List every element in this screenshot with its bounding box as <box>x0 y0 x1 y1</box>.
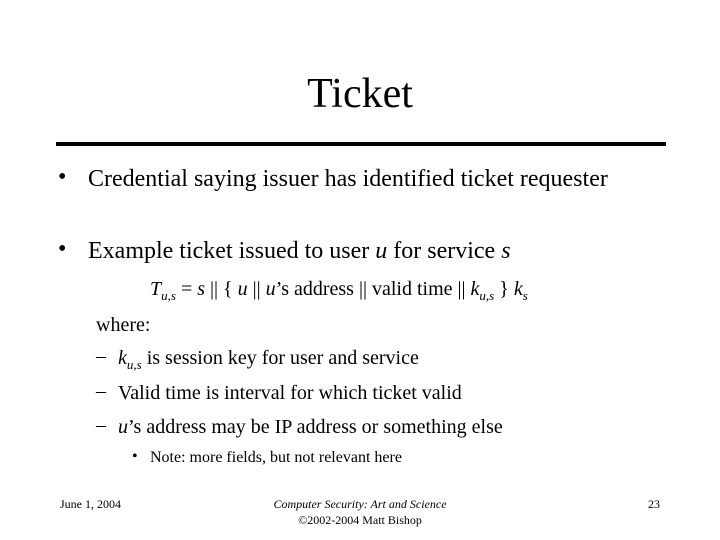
formula-s: s <box>197 278 206 300</box>
footer-date: June 1, 2004 <box>60 497 121 511</box>
dash-marker: – <box>96 414 106 436</box>
sub-item-k: k <box>118 347 127 369</box>
note-bullet-marker: • <box>132 448 138 465</box>
sub-item-u: u <box>118 416 128 438</box>
dash-marker: – <box>96 345 106 367</box>
formula-u: u <box>237 278 248 300</box>
sub-item-address <box>118 414 503 440</box>
sub-item-session-key <box>118 345 419 373</box>
bullet-marker: • <box>58 164 67 190</box>
sub-item-address-text: ’s address may be IP address or something else <box>128 416 503 438</box>
bullet-example-service: s <box>501 238 511 264</box>
formula-u2: u <box>265 278 276 300</box>
formula-addr: ’s address || valid time || <box>275 278 471 300</box>
bullet-example-text: Example ticket issued to user <box>88 238 370 264</box>
formula-T: T <box>150 278 162 300</box>
where-label: where: <box>96 314 151 336</box>
bullet-marker: • <box>58 236 67 262</box>
formula-eq: = <box>175 278 198 300</box>
footer-page-number: 23 <box>648 497 660 511</box>
formula-bars1: || { <box>205 278 238 300</box>
formula-k2: k <box>513 278 523 300</box>
formula-bars2: || <box>247 278 266 300</box>
bullet-example <box>88 236 511 266</box>
formula-sub-us: u,s <box>161 288 176 303</box>
formula-sub-us2: u,s <box>479 288 495 303</box>
footer-center <box>210 496 510 528</box>
formula-close: } <box>494 278 514 300</box>
sub-item-valid-time: Valid time is interval for which ticket valid <box>118 382 462 404</box>
bullet-example-text2: for service <box>393 238 496 264</box>
sub-item-k-sub: u,s <box>126 357 142 372</box>
bullet-example-user: u <box>375 238 388 264</box>
footer-copyright: ©2002-2004 Matt Bishop <box>298 513 422 527</box>
sub-item-session-key-text: is session key for user and service <box>141 347 419 369</box>
bullet-credential: Credential saying issuer has identified ticket requester <box>88 166 608 192</box>
slide-title: Ticket <box>307 71 413 117</box>
dash-marker: – <box>96 380 106 402</box>
formula-sub-s: s <box>522 288 528 303</box>
formula-k: k <box>470 278 480 300</box>
title-rule <box>56 142 666 146</box>
footer-course: Computer Security: Art and Science <box>273 497 447 511</box>
ticket-formula <box>150 276 528 304</box>
note-text: Note: more fields, but not relevant here <box>150 449 402 466</box>
